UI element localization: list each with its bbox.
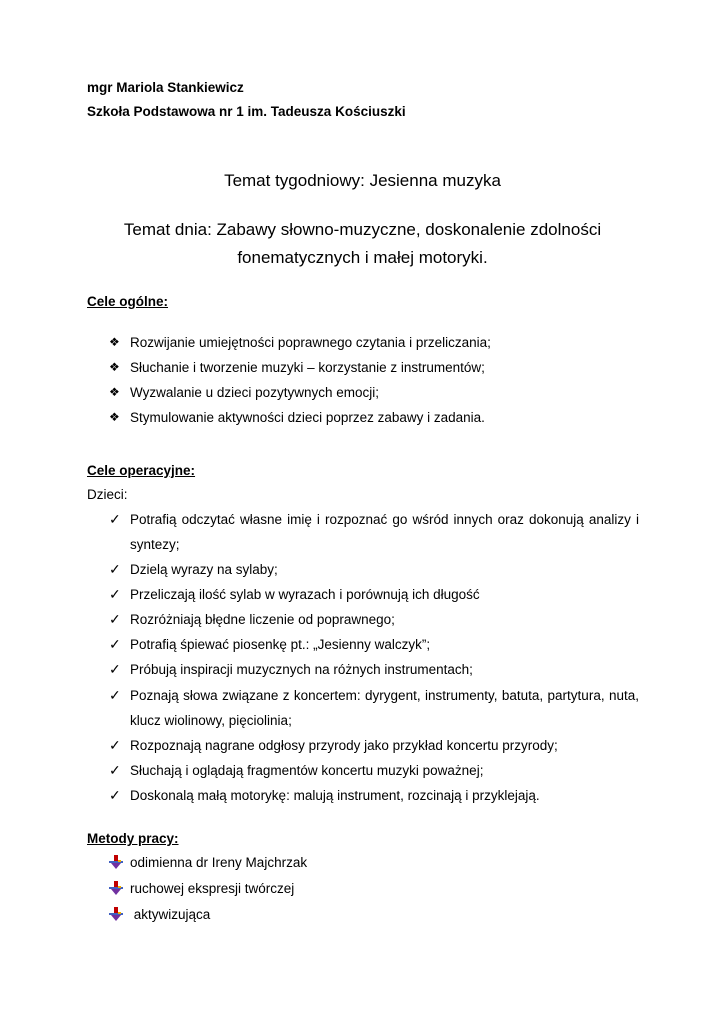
method-item: aktywizująca: [109, 902, 639, 927]
diamond-bullet-icon: ❖: [109, 360, 120, 374]
arrow-down-bullet-icon: [109, 855, 123, 869]
school-name: Szkoła Podstawowa nr 1 im. Tadeusza Kościuszki: [87, 104, 406, 119]
diamond-bullet-icon: ❖: [109, 335, 120, 349]
checkmark-bullet-icon: ✓: [109, 762, 121, 778]
general-goal-item: ❖ Rozwijanie umiejętności poprawnego czytania i przeliczania;: [109, 330, 639, 355]
checkmark-bullet-icon: ✓: [109, 636, 121, 652]
diamond-bullet-icon: ❖: [109, 385, 120, 399]
arrow-down-bullet-icon: [109, 881, 123, 895]
operational-goal-item: ✓ Potrafią odczytać własne imię i rozpoznać go wśród innych oraz dokonują analizy i syntezy;: [109, 507, 639, 557]
checkmark-bullet-icon: ✓: [109, 561, 121, 577]
day-topic-title: Temat dnia: Zabawy słowno-muzyczne, doskonalenie zdolności fonematycznych i małej motoryki.: [123, 220, 602, 267]
checkmark-bullet-icon: ✓: [109, 611, 121, 627]
diamond-bullet-icon: ❖: [109, 410, 120, 424]
arrow-down-bullet-icon: [109, 907, 123, 921]
operational-goal-item: ✓ Doskonalą małą motorykę: malują instrument, rozcinają i przyklejają.: [109, 783, 639, 808]
operational-goal-item: ✓ Przeliczają ilość sylab w wyrazach i porównują ich długość: [109, 582, 639, 607]
checkmark-bullet-icon: ✓: [109, 787, 121, 803]
operational-goal-item: ✓ Dzielą wyrazy na sylaby;: [109, 557, 639, 582]
general-goals-heading: Cele ogólne:: [87, 294, 169, 309]
operational-goal-item: ✓ Słuchają i oglądają fragmentów koncertu muzyki poważnej;: [109, 758, 639, 783]
operational-goal-item: ✓ Rozpoznają nagrane odgłosy przyrody jako przykład koncertu przyrody;: [109, 733, 639, 758]
operational-goal-item: ✓ Potrafią śpiewać piosenkę pt.: „Jesienny walczyk”;: [109, 632, 639, 657]
operational-goals-heading: Cele operacyjne:: [87, 463, 196, 478]
checkmark-bullet-icon: ✓: [109, 586, 121, 602]
checkmark-bullet-icon: ✓: [109, 687, 121, 703]
operational-goal-item: ✓ Rozróżniają błędne liczenie od poprawnego;: [109, 607, 639, 632]
method-item: ruchowej ekspresji twórczej: [109, 876, 639, 901]
checkmark-bullet-icon: ✓: [109, 737, 121, 753]
operational-goal-item: ✓ Poznają słowa związane z koncertem: dyrygent, instrumenty, batuta, partytura, nuta, klucz wiolinowy, pięciolinia;: [109, 683, 639, 733]
method-item: odimienna dr Ireny Majchrzak: [109, 850, 639, 875]
general-goal-item: ❖ Stymulowanie aktywności dzieci poprzez zabawy i zadania.: [109, 405, 639, 430]
methods-heading: Metody pracy:: [87, 831, 179, 846]
checkmark-bullet-icon: ✓: [109, 661, 121, 677]
general-goal-item: ❖ Wyzwalanie u dzieci pozytywnych emocji;: [109, 380, 639, 405]
operational-goals-intro: Dzieci:: [87, 487, 128, 502]
general-goal-item: ❖ Słuchanie i tworzenie muzyki – korzystanie z instrumentów;: [109, 355, 639, 380]
week-topic-title: Temat tygodniowy: Jesienna muzyka: [224, 171, 501, 190]
operational-goal-item: ✓ Próbują inspiracji muzycznych na różnych instrumentach;: [109, 657, 639, 682]
author-name: mgr Mariola Stankiewicz: [87, 80, 244, 95]
checkmark-bullet-icon: ✓: [109, 511, 121, 527]
